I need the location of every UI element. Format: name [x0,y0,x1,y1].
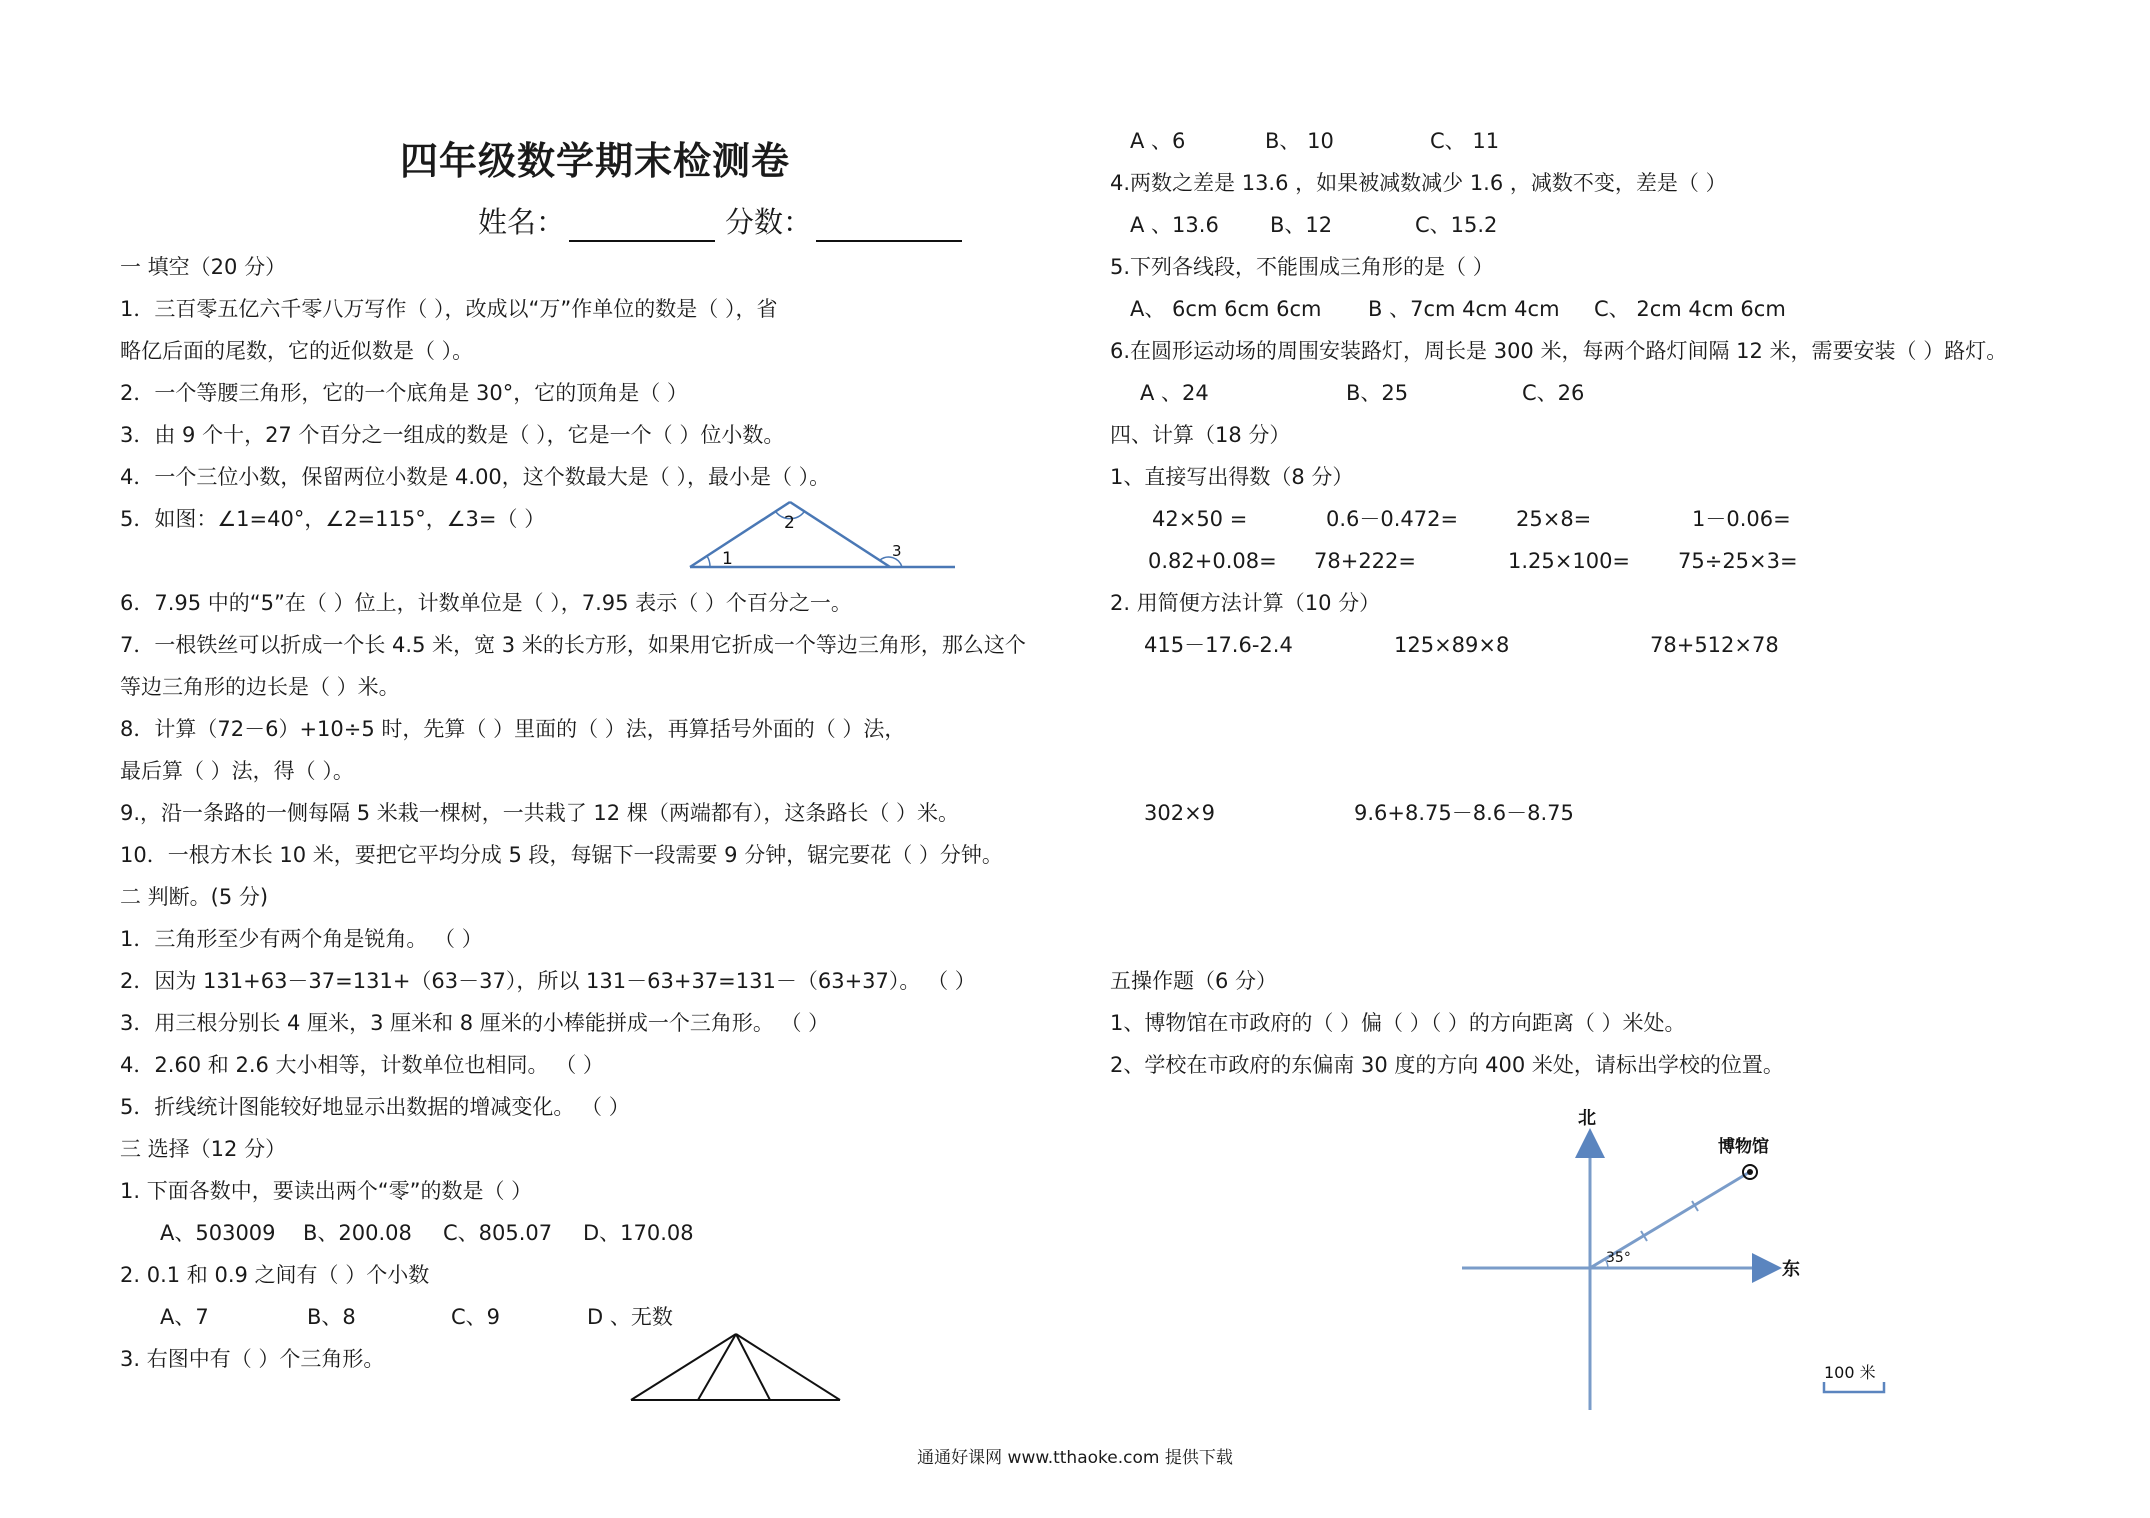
choice-4-options [1130,210,1497,240]
section-calc: 四、计算（18 分） [1110,423,1291,447]
option[interactable]: C、9 [451,1305,501,1329]
option[interactable]: D 、无数 [587,1305,673,1329]
question-3: 3．由 9 个十，27 个百分之一组成的数是（ ），它是一个（ ）位小数。 [120,423,785,447]
scale-label: 100 米 [1824,1363,1876,1382]
choice-1-options [160,1218,694,1248]
judge-2: 2．因为 131+63－37=131+（63－37），所以 131－63+37=131－（63+37）。 （ ） [120,969,976,993]
option[interactable]: B 、7cm 4cm 4cm [1368,297,1560,321]
judge-3: 3．用三根分别长 4 厘米，3 厘米和 8 厘米的小棒能拼成一个三角形。 （ ） [120,1011,830,1035]
judge-5: 5．折线统计图能较好地显示出数据的增减变化。 （ ） [120,1095,630,1119]
judge-1: 1．三角形至少有两个角是锐角。 （ ） [120,927,483,951]
option[interactable]: C、805.07 [443,1221,553,1245]
question-8-line2: 最后算（ ）法，得（ ）。 [120,759,354,783]
calc-item: 9.6+8.75－8.6－8.75 [1354,801,1574,825]
angle-label-2: 2 [784,513,795,533]
question-7-line2: 等边三角形的边长是（ ）米。 [120,675,400,699]
angle-figure [680,494,960,574]
question-2: 2．一个等腰三角形，它的一个底角是 30°，它的顶角是（ ） [120,381,688,405]
calc-item: 125×89×8 [1394,633,1510,657]
calc-row-1 [1152,504,1791,534]
score-label: 分数： [725,205,813,239]
calc-item: 42×50 = [1152,507,1248,531]
calc-item: 78+512×78 [1650,633,1779,657]
option[interactable]: A、7 [160,1305,209,1329]
calc-item: 1.25×100= [1508,549,1631,573]
choice-3: 3. 右图中有（ ）个三角形。 [120,1347,385,1371]
choice-5: 5.下列各线段，不能围成三角形的是（ ） [1110,255,1494,279]
triangle-count-figure [626,1330,846,1404]
direction-map [1450,1100,1910,1420]
choice-5-options [1130,294,1786,324]
option[interactable]: A 、24 [1140,381,1209,405]
choice-6-options [1140,378,1584,408]
question-9: 9.，沿一条路的一侧每隔 5 米栽一棵树，一共栽了 12 棵（两端都有），这条路长（ ）米。 [120,801,959,825]
choice-1: 1. 下面各数中，要读出两个“零”的数是（ ） [120,1179,533,1203]
calc-item: 25×8= [1516,507,1592,531]
north-label: 北 [1578,1108,1596,1129]
calc-item: 415－17.6-2.4 [1144,633,1293,657]
option[interactable]: C、15.2 [1415,213,1498,237]
calc-item: 75÷25×3= [1678,549,1798,573]
calc-item: 1－0.06= [1692,507,1791,531]
calc-item: 0.82+0.08= [1148,549,1277,573]
option[interactable]: A 、13.6 [1130,213,1219,237]
operation-1: 1、博物馆在市政府的（ ）偏（ ）（ ）的方向距离（ ）米处。 [1110,1011,1686,1035]
question-5: 5．如图：∠1=40°，∠2=115°，∠3=（ ） [120,507,546,531]
section-judge: 二 判断。(5 分) [120,885,269,909]
option[interactable]: D、170.08 [583,1221,694,1245]
calc-direct-title: 1、直接写出得数（8 分） [1110,465,1354,489]
angle-label-3: 3 [892,542,902,560]
option[interactable]: B、 10 [1265,129,1334,153]
page-title: 四年级数学期末检测卷 [400,138,791,183]
section-fill-blank: 一 填空（20 分） [120,255,287,279]
calc-row-3 [1144,630,1779,660]
museum-label: 博物馆 [1718,1137,1769,1157]
footer-credit: 通通好课网 www.tthaoke.com 提供下载 [917,1448,1233,1468]
calc-row-4 [1144,798,1574,828]
section-choice: 三 选择（12 分） [120,1137,287,1161]
question-8-line1: 8．计算（72－6）+10÷5 时，先算（ ）里面的（ ）法，再算括号外面的（ ）法， [120,717,906,741]
calc-item: 78+222= [1314,549,1416,573]
question-1-line1: 1．三百零五亿六千零八万写作（ ），改成以“万”作单位的数是（ ），省 [120,297,778,321]
name-label: 姓名： [478,205,566,239]
name-blank[interactable] [569,210,715,242]
calc-simplify-title: 2. 用简便方法计算（10 分） [1110,591,1381,615]
option[interactable]: B、8 [307,1305,356,1329]
option[interactable]: A 、6 [1130,129,1186,153]
question-7-line1: 7．一根铁丝可以折成一个长 4.5 米，宽 3 米的长方形，如果用它折成一个等边三角形，那么这个 [120,633,1026,657]
score-blank[interactable] [816,210,962,242]
angle-label: 35° [1606,1250,1631,1266]
option[interactable]: B、200.08 [303,1221,412,1245]
choice-6: 6.在圆形运动场的周围安装路灯，周长是 300 米，每两个路灯间隔 12 米，需要安装（ ）路灯。 [1110,339,2008,363]
choice-4: 4.两数之差是 13.6 ，如果被减数减少 1.6 ，减数不变，差是（ ） [1110,171,1727,195]
section-operation: 五操作题（6 分） [1110,969,1278,993]
choice-2: 2. 0.1 和 0.9 之间有（ ）个小数 [120,1263,430,1287]
calc-item: 302×9 [1144,801,1216,825]
operation-2: 2、学校在市政府的东偏南 30 度的方向 400 米处，请标出学校的位置。 [1110,1053,1784,1077]
option[interactable]: A、503009 [160,1221,276,1245]
calc-row-2 [1148,546,1798,576]
choice-2-options [160,1302,673,1332]
calc-item: 0.6－0.472= [1326,507,1459,531]
judge-4: 4．2.60 和 2.6 大小相等，计数单位也相同。 （ ） [120,1053,604,1077]
question-10: 10．一根方木长 10 米，要把它平均分成 5 段，每锯下一段需要 9 分钟，锯完要花（ ）分钟。 [120,843,1003,867]
choice-3-options [1130,126,1499,156]
question-1-line2: 略亿后面的尾数，它的近似数是（ ）。 [120,339,474,363]
question-4: 4．一个三位小数，保留两位小数是 4.00，这个数最大是（ ），最小是（ ）。 [120,465,831,489]
angle-label-1: 1 [722,549,733,569]
option[interactable]: C、 2cm 4cm 6cm [1594,297,1786,321]
option[interactable]: A、 6cm 6cm 6cm [1130,297,1322,321]
question-6: 6．7.95 中的“5”在（ ）位上，计数单位是（ ），7.95 表示（ ）个百分之一。 [120,591,852,615]
option[interactable]: C、26 [1522,381,1585,405]
option[interactable]: B、25 [1346,381,1409,405]
name-score-row [478,202,972,242]
option[interactable]: C、 11 [1430,129,1500,153]
option[interactable]: B、12 [1270,213,1333,237]
east-label: 东 [1782,1259,1800,1280]
